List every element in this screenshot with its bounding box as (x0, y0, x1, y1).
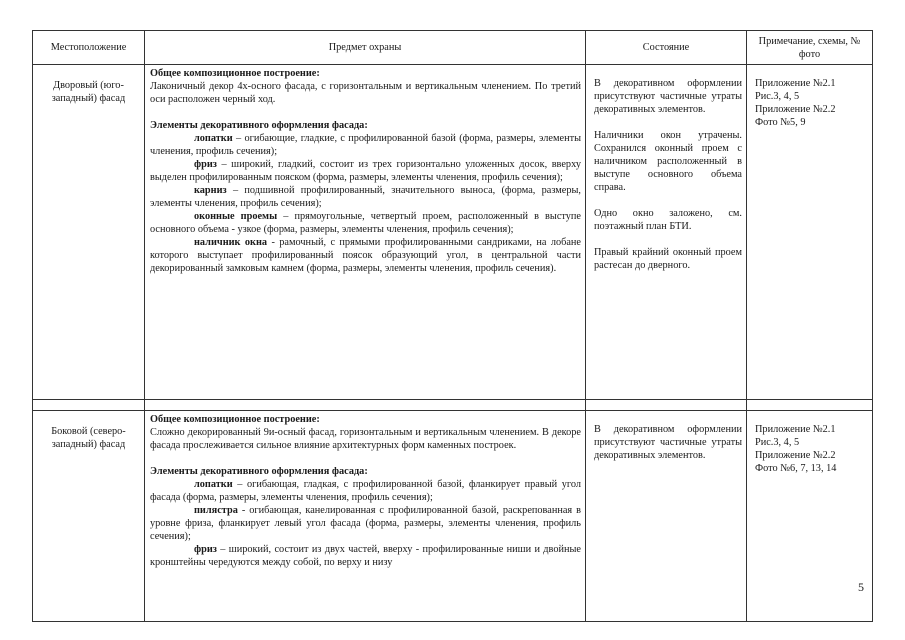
element-item: фриз – широкий, гладкий, состоит из трех горизонтально уложенных досок, вверху выделен профилированным пояском (форма, размеры, элементы членения, профиль сечения); (150, 159, 581, 183)
location-cell: Дворовый (юго-западный) фасад (33, 65, 145, 400)
note-text: Фото №6, 7, 13, 14 (755, 463, 837, 474)
subject-cell (145, 411, 586, 622)
element-item: пилястра - огибающая, канелированная с профилированной базой, раскрепованная в уровне фриза, фланкирует левый угол фасада (форма, размеры, элементы членения, профиль сечения); (150, 505, 581, 542)
state-text: В декоративном оформлении присутствуют частичные утраты декоративных элементов. (594, 78, 742, 115)
header-location: Местоположение (33, 31, 145, 65)
element-item: фриз – широкий, состоит из двух частей, вверху - профилированные ниши и двойные кронштейны чередуются между собой, по верху и низу (150, 544, 581, 568)
header-subject: Предмет охраны (145, 31, 586, 65)
note-text: Рис.3, 4, 5 (755, 437, 800, 448)
state-text: Наличники окон утрачены. Сохранился оконный проем с наличником расположенный в выступе основного объема справа. (594, 130, 742, 193)
element-item: лопатки – огибающие, гладкие, с профилированной базой (форма, размеры, элементы членения, профиль сечения); (150, 133, 581, 157)
element-item: лопатки – огибающая, гладкая, с профилированной базой, фланкирует правый угол фасада (форма, размеры, элементы членения, профиль сечения); (150, 479, 581, 503)
elements-title: Элементы декоративного оформления фасада: (150, 466, 368, 477)
table-header-row (33, 31, 873, 65)
header-state: Состояние (586, 31, 747, 65)
note-cell (747, 65, 873, 400)
spacer-row (33, 400, 873, 411)
header-note: Примечание, схемы, № фото (747, 31, 873, 65)
note-text: Приложение №2.1 (755, 424, 836, 435)
state-cell (586, 65, 747, 400)
state-cell (586, 411, 747, 622)
note-text: Приложение №2.2 (755, 104, 836, 115)
note-cell (747, 411, 873, 622)
table-row (33, 411, 873, 622)
note-text: Приложение №2.2 (755, 450, 836, 461)
element-item: наличник окна - рамочный, с прямыми профилированными сандриками, на лобане которого выступает профилированный поясок образующий угол, в центральной части декорированный замковым камнем (форма, размеры, элементы членения, профиль сечения). (150, 237, 581, 274)
element-item: оконные проемы – прямоугольные, четвертый проем, расположенный в выступе основного объема - узкое (форма, размеры, элементы членения, профиль сечения); (150, 211, 581, 235)
subject-cell (145, 65, 586, 400)
note-text: Приложение №2.1 (755, 78, 836, 89)
state-text: Правый крайний оконный проем растесан до дверного. (594, 247, 742, 271)
state-text: В декоративном оформлении присутствуют частичные утраты декоративных элементов. (594, 424, 742, 461)
note-text: Фото №5, 9 (755, 117, 806, 128)
composition-title: Общее композиционное построение: (150, 414, 320, 425)
element-item: карниз – подшивной профилированный, значительного выноса, (форма, размеры, элементы членения, профиль сечения); (150, 185, 581, 209)
protection-subject-table (32, 30, 873, 622)
note-text: Рис.3, 4, 5 (755, 91, 800, 102)
composition-text: Лаконичный декор 4х-осного фасада, с горизонтальным и вертикальным членением. По третий оси расположен черный ход. (150, 81, 581, 105)
elements-title: Элементы декоративного оформления фасада: (150, 120, 368, 131)
composition-title: Общее композиционное построение: (150, 68, 320, 79)
composition-text: Сложно декорированный 9и-осный фасад, горизонтальным и вертикальным членением. В декоре фасада прослеживается сильное влияние архитектурных форм каменных построек. (150, 427, 581, 451)
page-number: 5 (858, 580, 864, 594)
location-cell: Боковой (северо-западный) фасад (33, 411, 145, 622)
table-row (33, 65, 873, 400)
state-text: Одно окно заложено, см. поэтажный план БТИ. (594, 208, 742, 232)
